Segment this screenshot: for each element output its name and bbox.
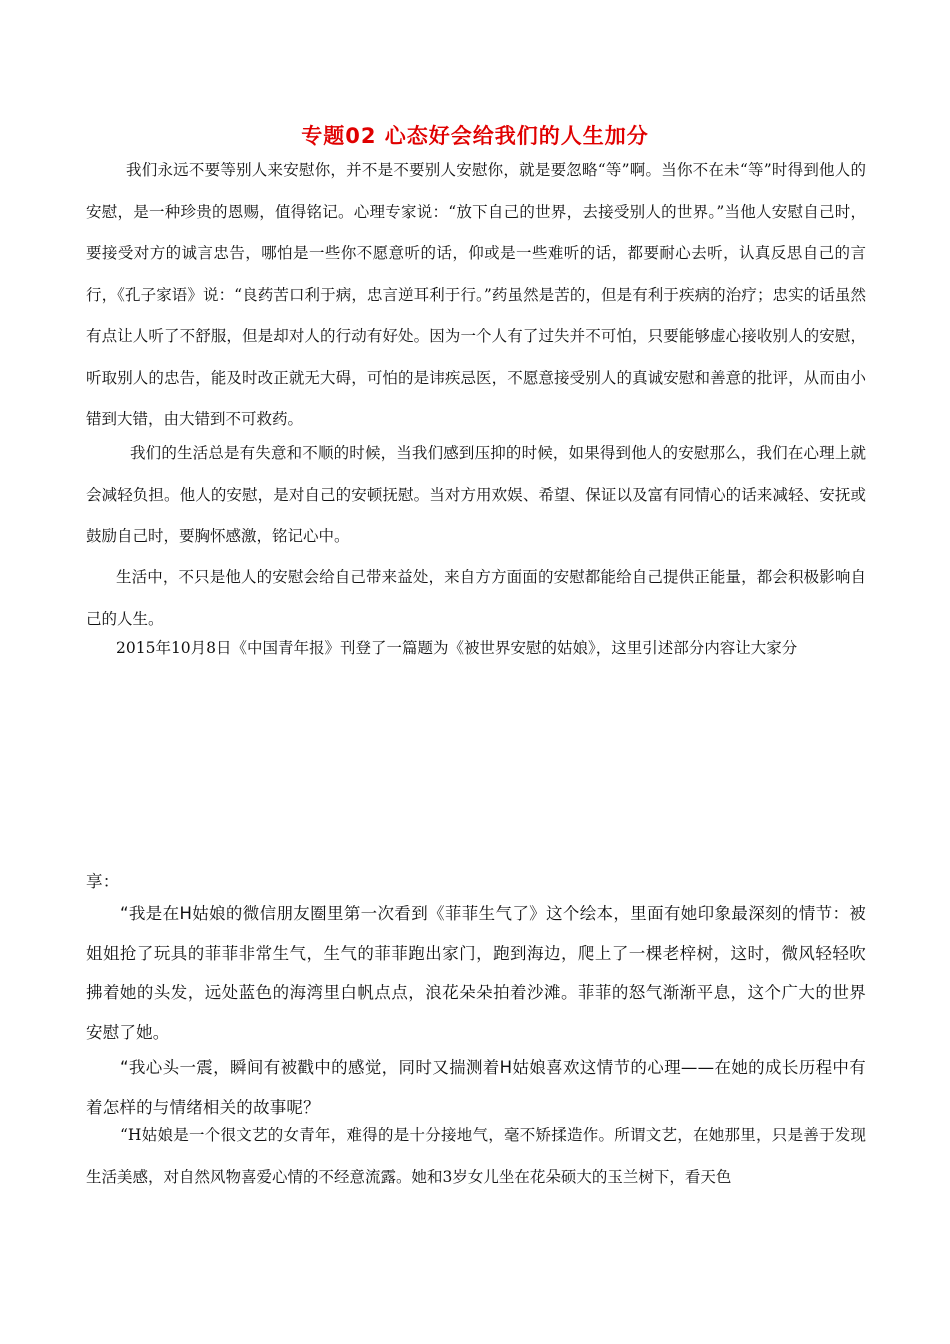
paragraph-8: “H姑娘是一个很文艺的女青年，难得的是十分接地气，毫不矫揉造作。所谓文艺，在她那里，只是善于发现生活美感，对自然风物喜爱心情的不经意流露。她和3岁女儿坐在花朵硕大的玉兰树下，看天色: [86, 1126, 866, 1186]
paragraph-3: 生活中，不只是他人的安慰会给自己带来益处，来自方方面面的安慰都能给自己提供正能量，都会积极影响自己的人生。: [86, 568, 866, 628]
paragraph-1: 我们永远不要等别人来安慰你，并不是不要别人安慰你，就是要忽略“等”啊。当你不在未“等”时得到他人的安慰，是一种珍贵的恩赐，值得铭记。心理专家说：“放下自己的世界，去接受别人的世界。”当他人安慰自己时，要接受对方的诚言忠告，哪怕是一些你不愿意听的话，仰或是一些难听的话，都要耐心去听，认真反思自己的言行，《孔子家语》说：“良药苦口利于病，忠言逆耳利于行。”药虽然是苦的，但是有利于疾病的治疗；忠实的话虽然有点让人听了不舒服，但是却对人的行动有好处。因为一个人有了过失并不可怕，只要能够虚心接收别人的安慰，听取别人的忠告，能及时改正就无大碍，可怕的是讳疾忌医，不愿意接受别人的真诚安慰和善意的批评，从而由小错到大错，由大错到不可救药。: [86, 161, 866, 428]
paragraph-2: 我们的生活总是有失意和不顺的时候，当我们感到压抑的时候，如果得到他人的安慰那么，我们在心理上就会减轻负担。他人的安慰，是对自己的安顿抚慰。当对方用欢娱、希望、保证以及富有同情心的话来减轻、安抚或鼓励自己时，要胸怀感激，铭记心中。: [86, 444, 866, 545]
paragraph-5: 享：: [86, 872, 120, 891]
document-title: 专题02 心态好会给我们的人生加分: [301, 124, 649, 148]
paragraph-7: “我心头一震，瞬间有被戳中的感觉，同时又揣测着H姑娘喜欢这情节的心理——在她的成长历程中有着怎样的与情绪相关的故事呢？: [86, 1058, 866, 1117]
paragraph-6: “我是在H姑娘的微信朋友圈里第一次看到《菲菲生气了》这个绘本，里面有她印象最深刻的情节：被姐姐抢了玩具的菲菲非常生气，生气的菲菲跑出家门，跑到海边，爬上了一棵老梓树，这时，微风轻轻吹拂着她的头发，远处蓝色的海湾里白帆点点，浪花朵朵拍着沙滩。菲菲的怒气渐渐平息，这个广大的世界安慰了她。: [86, 904, 866, 1042]
paragraph-4: 2015年10月8日《中国青年报》刊登了一篇题为《被世界安慰的姑娘》，这里引述部分内容让大家分: [116, 639, 798, 657]
